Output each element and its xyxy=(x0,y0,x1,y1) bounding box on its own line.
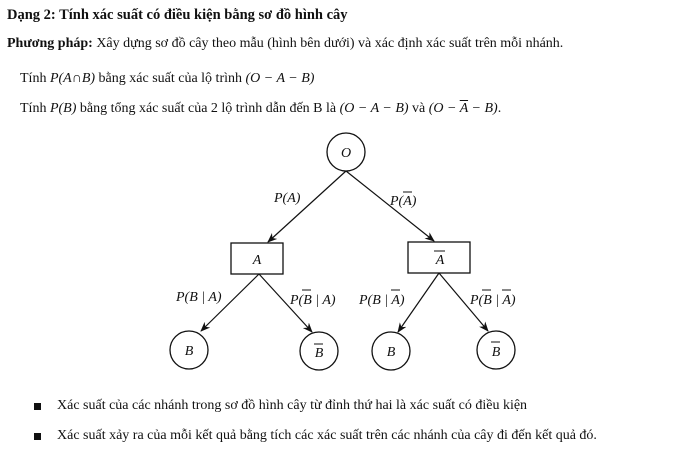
svg-text:P(A): P(A) xyxy=(390,194,417,209)
svg-text:P(B | A): P(B | A) xyxy=(290,293,336,308)
node-a xyxy=(231,243,283,274)
method-text: Xây dựng sơ đồ cây theo mẫu (hình bên dưới) và xác định xác suất trên mỗi nhánh. xyxy=(92,36,564,51)
node-leaf-bbar-1 xyxy=(300,332,338,370)
label-p-bbar-given-a xyxy=(289,290,336,308)
bullet-square-icon xyxy=(34,433,41,440)
section-title: Dạng 2: Tính xác suất có điều kiện bằng sơ đồ hình cây xyxy=(7,7,348,23)
formula-p-a-and-b: P(A∩B) xyxy=(49,71,96,86)
calc2-end: . xyxy=(497,101,502,116)
calc1-middle: bằng xác suất của lộ trình xyxy=(95,71,246,86)
method-label: Phương pháp: xyxy=(7,36,93,51)
svg-text:O: O xyxy=(340,146,352,161)
node-leaf-bbar-2 xyxy=(477,331,515,369)
bullet-text-2: Xác suất xảy ra của mỗi kết quả bằng tích các xác suất trên các nhánh của cây đi đến kết quả đó. xyxy=(57,428,597,443)
svg-text:P(B | A): P(B | A) xyxy=(359,293,405,308)
bullet-square-icon xyxy=(34,403,41,410)
node-root xyxy=(327,133,365,171)
calc1-prefix: Tính xyxy=(20,71,50,86)
svg-text:B: B xyxy=(314,346,324,361)
edge-o-a xyxy=(268,171,346,242)
label-p-b-given-abar xyxy=(358,290,405,308)
label-p-b-given-a: P(B | A) xyxy=(176,290,222,305)
route-o-a-b-2: (O − A − B) xyxy=(339,101,409,116)
node-leaf-b-1 xyxy=(170,331,208,369)
svg-text:B: B xyxy=(386,345,396,360)
svg-text:A: A xyxy=(252,253,262,268)
calc2-conj: và xyxy=(408,101,429,116)
formula-p-b: P(B) xyxy=(49,101,77,116)
svg-text:P(B | A): P(B | A) xyxy=(470,293,516,308)
svg-text:A: A xyxy=(435,253,445,268)
svg-text:B: B xyxy=(491,345,501,360)
calc2-middle: bằng tổng xác suất của 2 lộ trình dẫn đến B là xyxy=(76,101,340,116)
bullet-text-1: Xác suất của các nhánh trong sơ đồ hình cây từ đỉnh thứ hai là xác suất có điều kiện xyxy=(57,398,528,413)
label-p-bbar-given-abar xyxy=(469,290,516,308)
calc2-prefix: Tính xyxy=(20,101,50,116)
node-a-bar xyxy=(408,242,470,273)
label-p-abar xyxy=(389,192,417,209)
route-o-abar-b: $(O - \overline{A} - B)$ xyxy=(428,101,498,116)
route-o-a-b: (O − A − B) xyxy=(245,71,315,86)
node-leaf-b-2 xyxy=(372,332,410,370)
label-p-a: P(A) xyxy=(274,191,301,206)
svg-text:B: B xyxy=(184,344,194,359)
